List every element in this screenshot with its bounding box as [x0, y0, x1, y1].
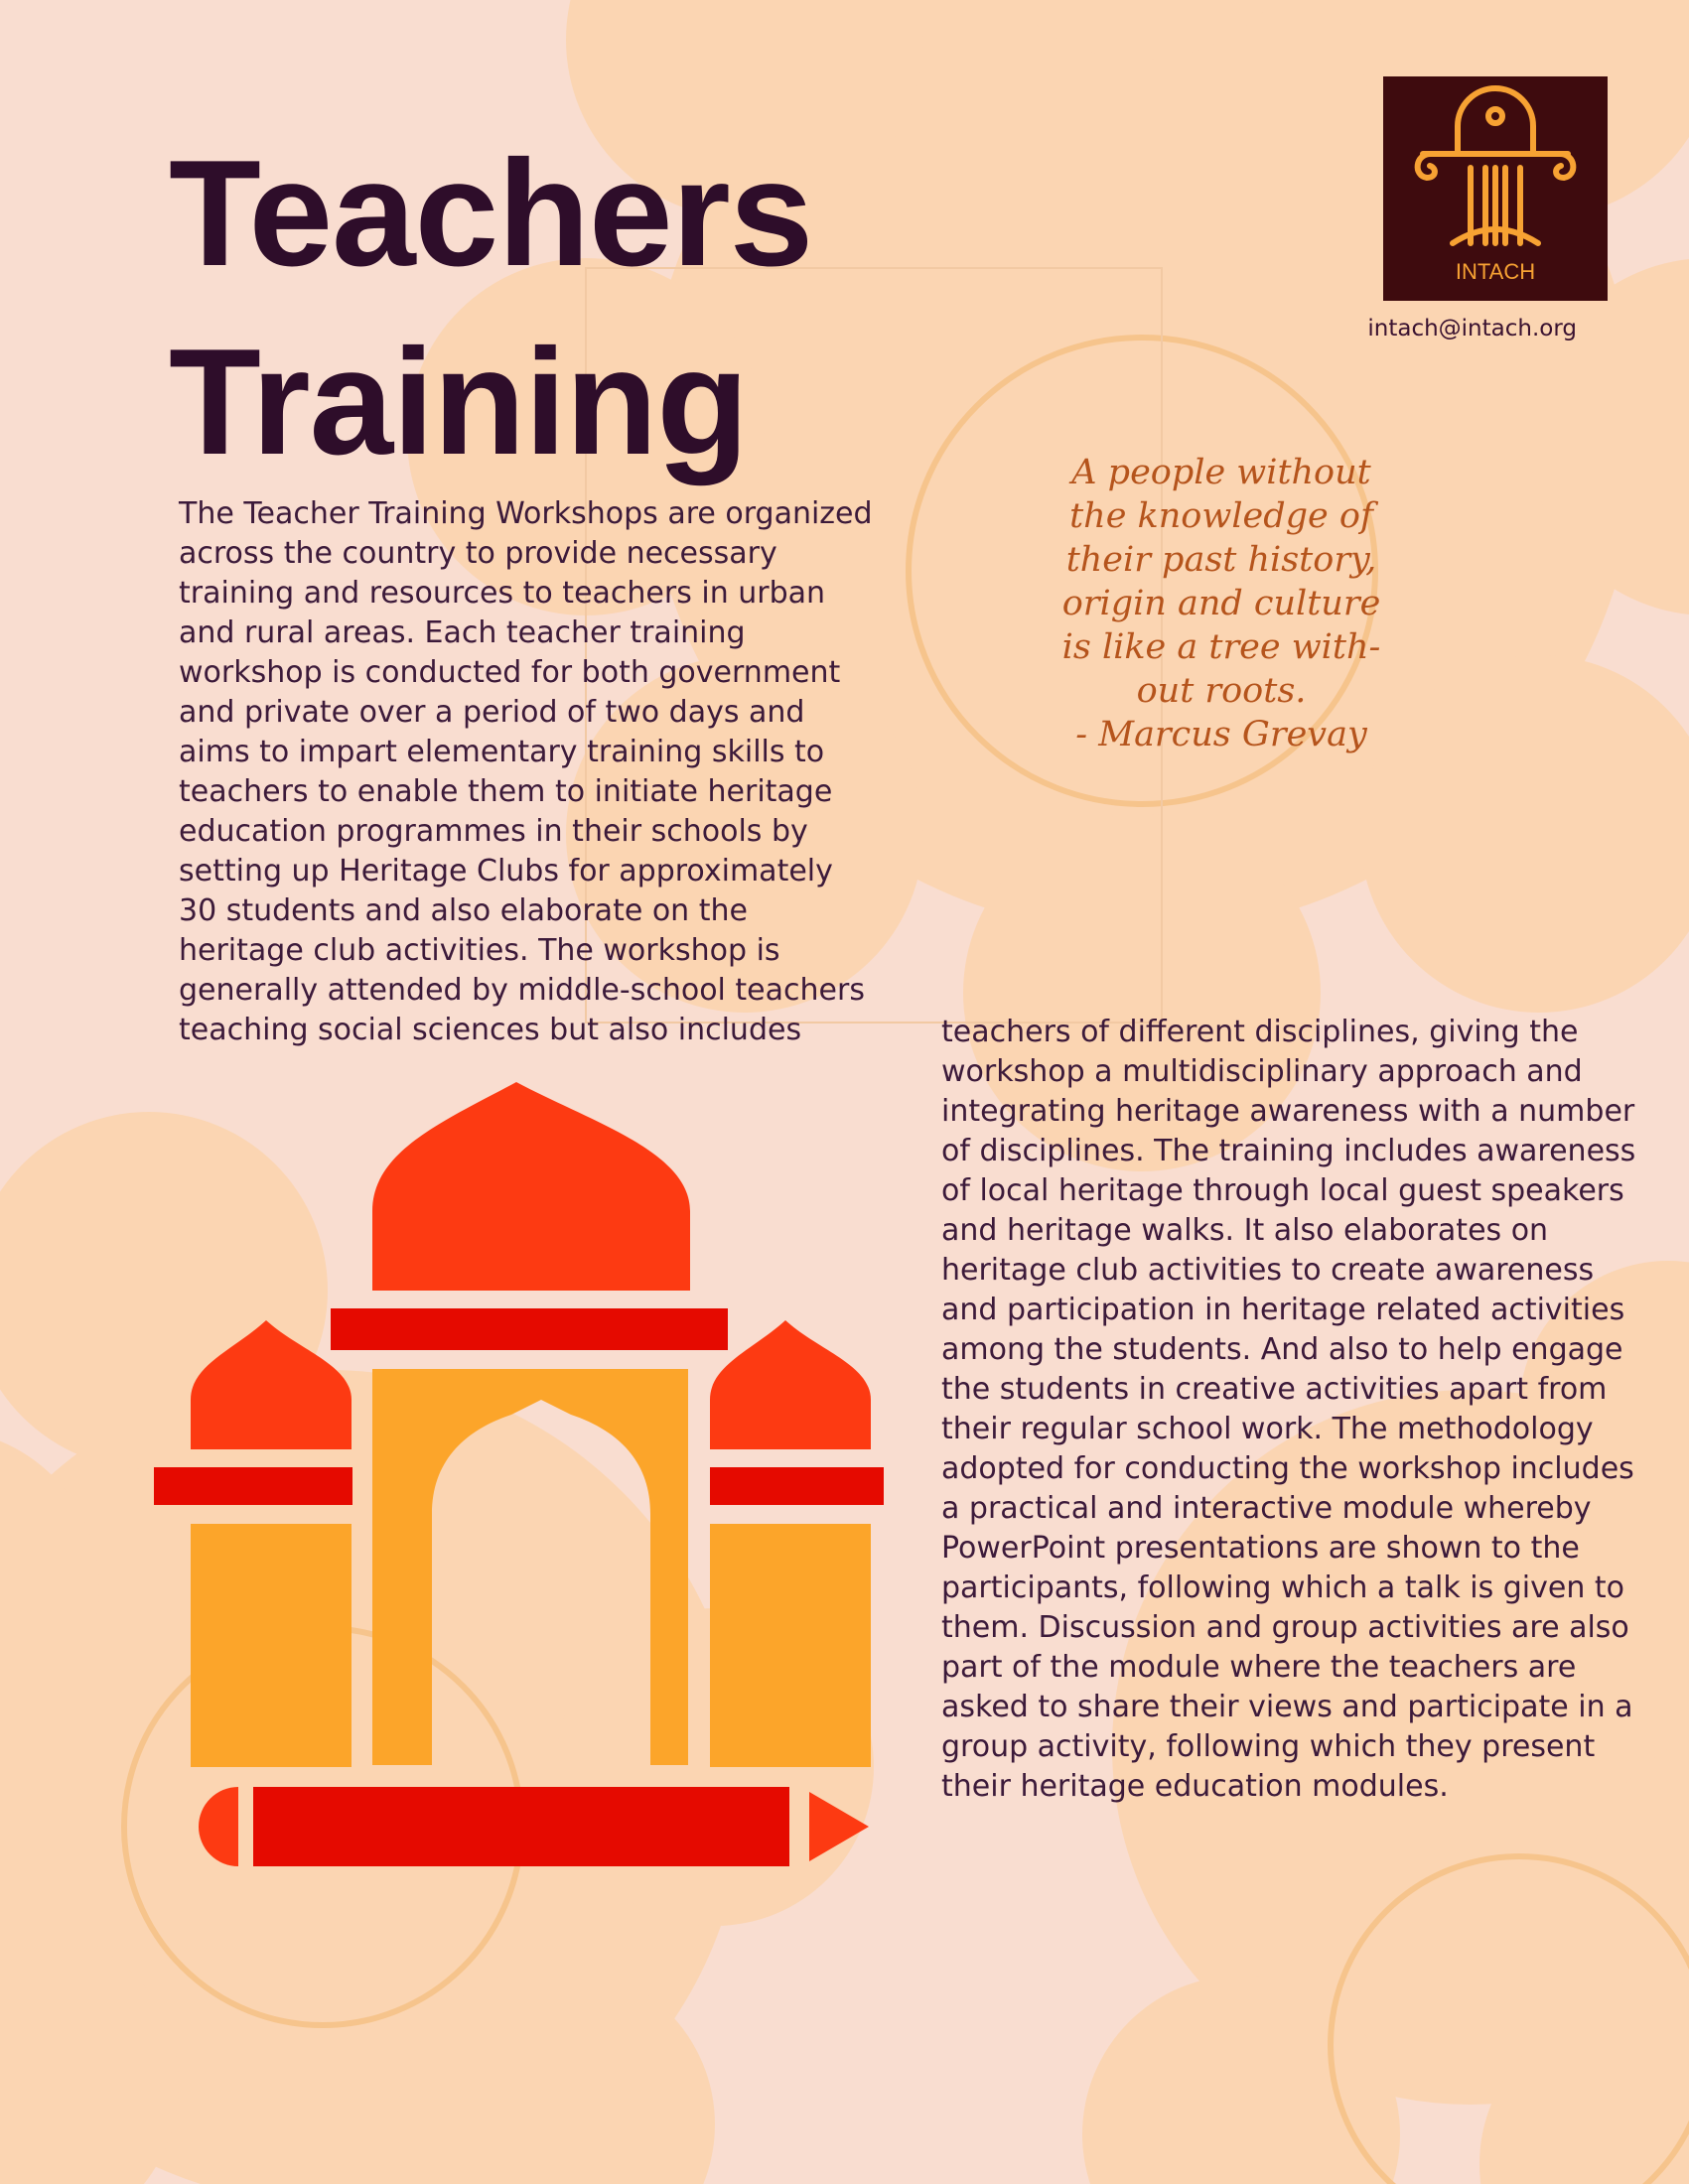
- central-dome: [372, 1082, 690, 1291]
- quote-line: A people without: [1071, 453, 1371, 492]
- title-line-2: Training: [169, 318, 749, 486]
- pencil-eraser: [199, 1787, 238, 1866]
- quote-line: is like a tree with-: [1061, 627, 1381, 667]
- logo-wordmark: INTACH: [1455, 259, 1536, 284]
- left-band: [154, 1467, 352, 1505]
- contact-email[interactable]: intach@intach.org: [1367, 316, 1577, 341]
- right-dome: [710, 1320, 871, 1449]
- quote-line: origin and culture: [1061, 584, 1381, 623]
- page-title: [169, 119, 812, 496]
- body-paragraph-2: teachers of different disciplines, giving the workshop a multidisciplinary approach and integrating heritage awareness with a number of disciplines. The training includes awareness of local heritage through local guest speakers and heritage walks. It also elaborates on heritage club activities to create awareness and participation in heritage related activities among the students. And also to help engage the students in creative activities apart from their regular school work. The methodology adopted for conducting the workshop includes a practical and interactive module whereby PowerPoint presentations are shown to the participants, following which a talk is given to them. Discussion and group activities are also part of the module where the teachers are asked to share their views and participate in a group activity, following which they present their heritage education modules.: [941, 1015, 1636, 1804]
- central-gateway: [372, 1369, 688, 1765]
- quote-author: - Marcus Grevay: [1075, 715, 1367, 754]
- quote-line: out roots.: [1136, 671, 1307, 711]
- right-band: [710, 1467, 884, 1505]
- title-line-1: Teachers: [169, 129, 813, 298]
- monument-with-pencil-icon: [149, 1082, 884, 1876]
- left-dome: [191, 1320, 352, 1449]
- intach-logo: [1383, 76, 1608, 301]
- body-paragraph-1: The Teacher Training Workshops are organized across the country to provide necessary training and resources to teachers in urban and rural areas. Each teacher training workshop is conducted for both government and private over a period of two days and aims to impart elementary training skills to teachers to enable them to initiate heritage education programmes in their schools by setting up Heritage Clubs for approximately 30 students and also elaborate on the heritage club activities. The workshop is generally attended by middle-school teachers teaching social sciences but also includes: [179, 496, 873, 1047]
- central-band: [331, 1308, 728, 1350]
- pencil-tip: [809, 1792, 869, 1861]
- quote-line: their past history,: [1065, 540, 1377, 580]
- pencil-body: [253, 1787, 789, 1866]
- right-wall: [710, 1524, 871, 1767]
- quote: [1023, 451, 1420, 756]
- left-wall: [191, 1524, 352, 1767]
- quote-line: the knowledge of: [1069, 496, 1373, 536]
